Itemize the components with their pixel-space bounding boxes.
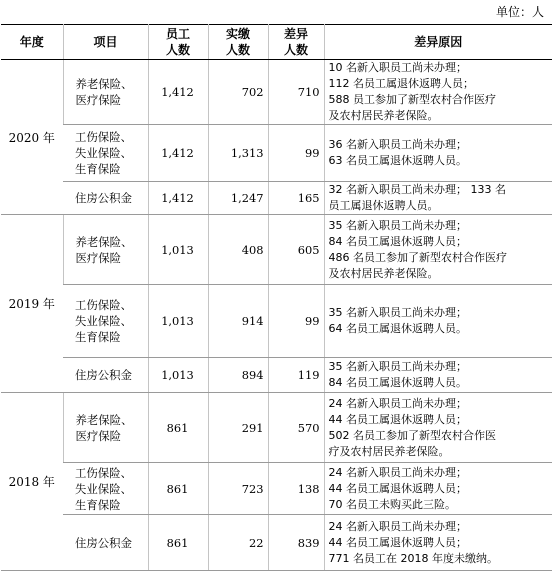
paid-count-cell: 291 — [208, 393, 268, 463]
paid-count-cell: 408 — [208, 215, 268, 285]
item-cell: 养老保险、 医疗保险 — [63, 215, 148, 285]
reason-cell: 24 名新入职员工尚未办理； 44 名员工属退休返聘人员； 70 名员工未购买此三险。 — [324, 463, 552, 515]
table-row — [1, 285, 552, 358]
staff-count-cell: 861 — [148, 463, 208, 515]
item-cell: 住房公积金 — [63, 515, 148, 571]
header-staff: 员工 人数 — [148, 25, 208, 60]
paid-count-cell: 914 — [208, 285, 268, 358]
reason-cell: 32 名新入职员工尚未办理； 133 名 员工属退休返聘人员。 — [324, 182, 552, 215]
header-paid: 实缴 人数 — [208, 25, 268, 60]
diff-count-cell: 605 — [268, 215, 324, 285]
paid-count-cell: 1,247 — [208, 182, 268, 215]
reason-cell: 36 名新入职员工尚未办理； 63 名员工属退休返聘人员。 — [324, 125, 552, 182]
diff-count-cell: 839 — [268, 515, 324, 571]
reason-cell: 35 名新入职员工尚未办理； 84 名员工属退休返聘人员。 — [324, 358, 552, 393]
item-cell: 工伤保险、 失业保险、 生育保险 — [63, 125, 148, 182]
paid-count-cell: 22 — [208, 515, 268, 571]
staff-count-cell: 1,412 — [148, 125, 208, 182]
table-row — [1, 358, 552, 393]
paid-count-cell: 702 — [208, 60, 268, 125]
diff-count-cell: 99 — [268, 285, 324, 358]
item-cell: 养老保险、 医疗保险 — [63, 393, 148, 463]
table-row — [1, 463, 552, 515]
header-row — [1, 25, 552, 60]
item-cell: 养老保险、 医疗保险 — [63, 60, 148, 125]
diff-count-cell: 138 — [268, 463, 324, 515]
table-row — [1, 60, 552, 125]
table-row — [1, 125, 552, 182]
year-cell: 2018 年 — [1, 393, 63, 571]
diff-count-cell: 570 — [268, 393, 324, 463]
staff-count-cell: 1,013 — [148, 215, 208, 285]
reason-cell: 24 名新入职员工尚未办理； 44 名员工属退休返聘人员； 502 名员工参加了新型农村合作医 疗及农村居民养老保险。 — [324, 393, 552, 463]
paid-count-cell: 723 — [208, 463, 268, 515]
year-cell: 2020 年 — [1, 60, 63, 215]
item-cell: 住房公积金 — [63, 358, 148, 393]
reason-cell: 35 名新入职员工尚未办理； 84 名员工属退休返聘人员； 486 名员工参加了新型农村合作医疗 及农村居民养老保险。 — [324, 215, 552, 285]
item-cell: 住房公积金 — [63, 182, 148, 215]
item-cell: 工伤保险、 失业保险、 生育保险 — [63, 285, 148, 358]
diff-count-cell: 165 — [268, 182, 324, 215]
item-cell: 工伤保险、 失业保险、 生育保险 — [63, 463, 148, 515]
reason-cell: 35 名新入职员工尚未办理； 64 名员工属退休返聘人员。 — [324, 285, 552, 358]
header-year: 年度 — [1, 25, 63, 60]
staff-count-cell: 861 — [148, 515, 208, 571]
reason-cell: 24 名新入职员工尚未办理； 44 名员工属退休返聘人员； 771 名员工在 2018 年度未缴纳。 — [324, 515, 552, 571]
diff-count-cell: 710 — [268, 60, 324, 125]
reason-cell: 10 名新入职员工尚未办理； 112 名员工属退休返聘人员； 588 员工参加了新型农村合作医疗 及农村居民养老保险。 — [324, 60, 552, 125]
unit-label: 单位：人 — [495, 5, 544, 19]
table-row — [1, 215, 552, 285]
diff-count-cell: 99 — [268, 125, 324, 182]
staff-count-cell: 861 — [148, 393, 208, 463]
staff-count-cell: 1,013 — [148, 285, 208, 358]
header-diff: 差异 人数 — [268, 25, 324, 60]
diff-count-cell: 119 — [268, 358, 324, 393]
staff-count-cell: 1,412 — [148, 182, 208, 215]
table-row — [1, 515, 552, 571]
staff-count-cell: 1,013 — [148, 358, 208, 393]
year-cell: 2019 年 — [1, 215, 63, 393]
staff-count-cell: 1,412 — [148, 60, 208, 125]
table-row — [1, 182, 552, 215]
paid-count-cell: 1,313 — [208, 125, 268, 182]
paid-count-cell: 894 — [208, 358, 268, 393]
social-insurance-table — [1, 24, 552, 571]
table-row — [1, 393, 552, 463]
header-item: 项目 — [63, 25, 148, 60]
header-reason: 差异原因 — [324, 25, 552, 60]
